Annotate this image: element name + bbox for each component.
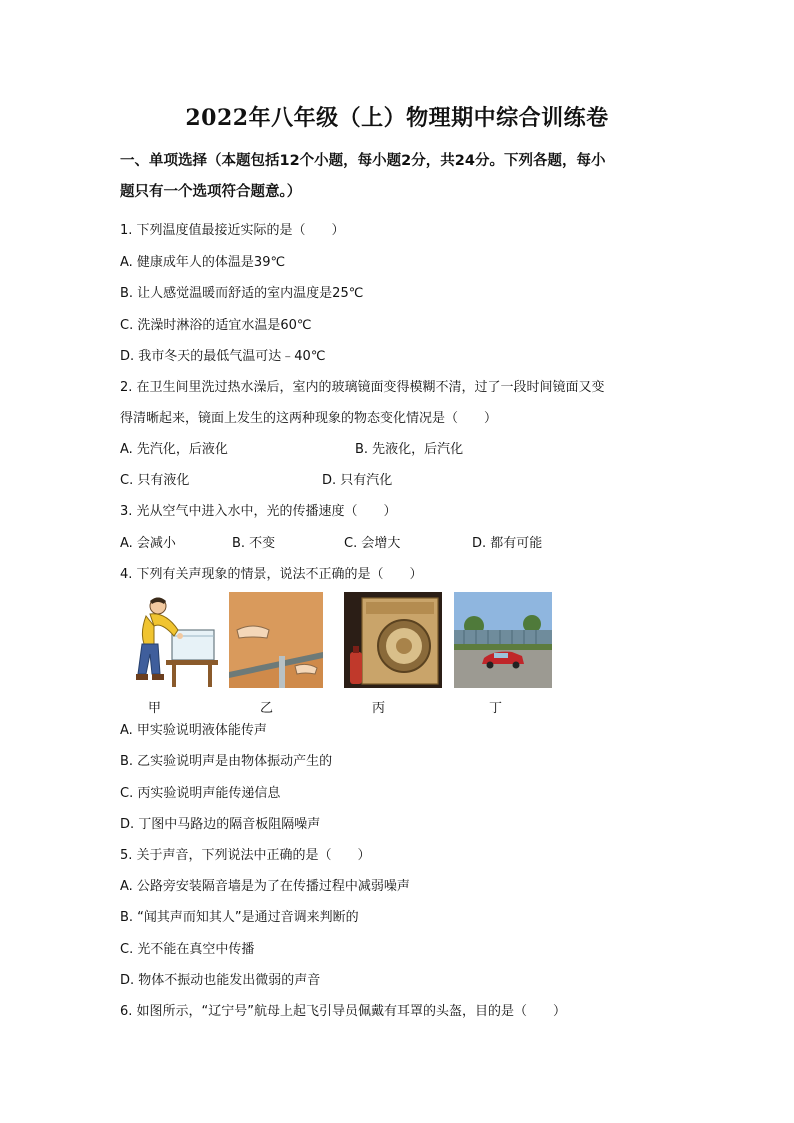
question-4-option-a: A. 甲实验说明液体能传声 [120,723,267,738]
caption-yi: 乙 [260,701,274,716]
question-1-option-b: B. 让人感觉温暖而舒适的室内温度是25℃ [120,286,364,301]
caption-ding: 丁 [489,701,503,716]
figure-jia-liquid-sound [120,592,218,688]
question-1-stem: 1. 下列温度值最接近实际的是（ ） [120,223,345,238]
question-2-option-c: C. 只有液化 [120,473,190,488]
question-2-option-a: A. 先汽化，后液化 [120,442,228,457]
question-5-option-a: A. 公路旁安装隔音墙是为了在传播过程中减弱噪声 [120,879,410,894]
question-5-option-b: B. “闻其声而知其人”是通过音调来判断的 [120,910,359,925]
question-3-option-b: B. 不变 [232,536,276,551]
question-3-option-c: C. 会增大 [344,536,401,551]
question-3-option-a: A. 会减小 [120,536,176,551]
question-2-option-b: B. 先液化，后汽化 [355,442,464,457]
figure-bing-information [344,592,442,688]
question-2-option-d: D. 只有汽化 [322,473,393,488]
question-1-option-a: A. 健康成年人的体温是39℃ [120,255,286,270]
caption-bing: 丙 [372,701,386,716]
question-5-stem: 5. 关于声音，下列说法中正确的是（ ） [120,848,371,863]
question-4-option-d: D. 丁图中马路边的隔音板阻隔噪声 [120,817,321,832]
exam-title: 2022年八年级（上）物理期中综合训练卷 [185,105,609,131]
question-6-stem: 6. 如图所示，“辽宁号”航母上起飞引导员佩戴有耳罩的头盔，目的是（ ） [120,1004,567,1019]
question-4-option-b: B. 乙实验说明声是由物体振动产生的 [120,754,333,769]
question-3-stem: 3. 光从空气中进入水中，光的传播速度（ ） [120,504,397,519]
question-5-option-c: C. 光不能在真空中传播 [120,942,255,957]
figure-yi-vibration [229,592,323,688]
question-3-option-d: D. 都有可能 [472,536,543,551]
question-1-option-d: D. 我市冬天的最低气温可达﹣40℃ [120,349,326,364]
question-4-option-c: C. 丙实验说明声能传递信息 [120,786,281,801]
question-2-stem-line-2: 得清晰起来，镜面上发生的这两种现象的物态变化情况是（ ） [120,411,498,426]
question-5-option-d: D. 物体不振动也能发出微弱的声音 [120,973,321,988]
question-1-option-c: C. 洗澡时淋浴的适宜水温是60℃ [120,318,312,333]
question-4-stem: 4. 下列有关声现象的情景，说法不正确的是（ ） [120,567,423,582]
caption-jia: 甲 [148,701,162,716]
section-heading-line-1: 一、单项选择（本题包括12个小题，每小题2分，共24分。下列各题，每小 [120,153,606,169]
question-2-stem-line-1: 2. 在卫生间里洗过热水澡后，室内的玻璃镜面变得模糊不清，过了一段时间镜面又变 [120,380,605,395]
section-heading-line-2: 题只有一个选项符合题意。） [120,184,302,200]
figure-ding-sound-barrier [454,592,552,688]
